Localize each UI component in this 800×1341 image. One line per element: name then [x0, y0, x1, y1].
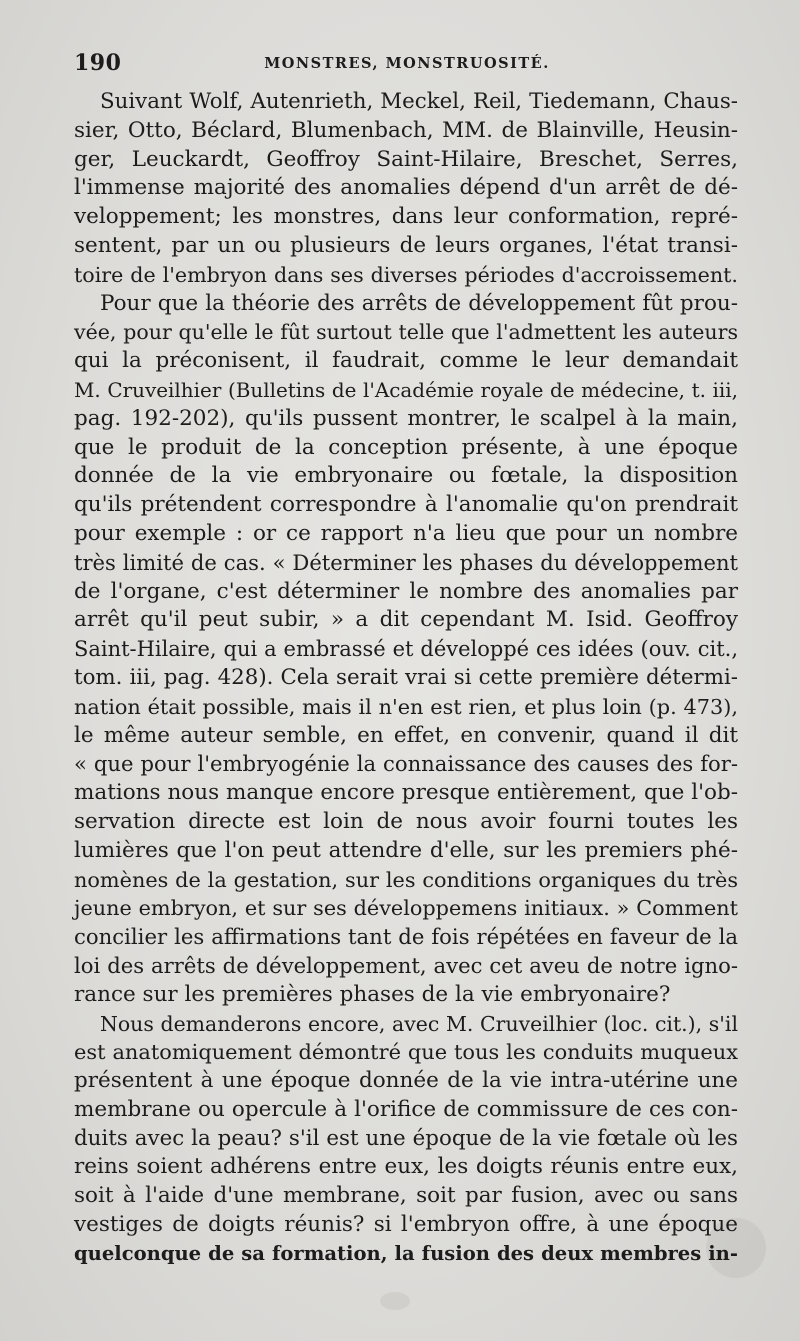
text-line: veloppement; les monstres, dans leur conformation, repré- [74, 204, 738, 230]
text-line: est anatomiquement démontré que tous les conduits muqueux [74, 1040, 738, 1065]
text-line: servation directe est loin de nous avoir fourni toutes les [74, 808, 738, 834]
text-line: vée, pour qu'elle le fût surtout telle que l'admettent les auteurs [74, 320, 738, 345]
text-line: mations nous manque encore presque entièrement, que l'ob- [74, 780, 738, 806]
text-line: donnée de la vie embryonaire ou fœtale, la disposition [74, 463, 738, 489]
text-line: sier, Otto, Béclard, Blumenbach, MM. de Blainville, Heusin- [74, 117, 738, 143]
text-line: pag. 192-202), qu'ils pussent montrer, le scalpel à la main, [74, 405, 738, 431]
text-line: Nous demanderons encore, avec M. Cruveilhier (loc. cit.), s'il [100, 1011, 738, 1036]
text-line: rance sur les premières phases de la vie embryonaire? [74, 981, 671, 1007]
text-line: M. Cruveilhier (Bulletins de l'Académie royale de médecine, t. iii, [74, 377, 738, 402]
text-line: sentent, par un ou plusieurs de leurs organes, l'état transi- [74, 232, 738, 258]
text-line: ger, Leuckardt, Geoffroy Saint-Hilaire, Breschet, Serres, [74, 146, 738, 172]
text-line: quelconque de sa formation, la fusion des deux membres in- [74, 1241, 738, 1265]
text-line: Pour que la théorie des arrêts de développement fût prou- [100, 290, 738, 316]
text-line: qu'ils prétendent correspondre à l'anomalie qu'on prendrait [74, 492, 738, 518]
text-line: loi des arrêts de développement, avec cet aveu de notre igno- [74, 952, 738, 978]
page-header [74, 50, 740, 82]
text-line: que le produit de la conception présente, à une époque [74, 434, 738, 460]
text-line: l'immense majorité des anomalies dépend d'un arrêt de dé- [74, 175, 738, 201]
text-line: concilier les affirmations tant de fois répétées en faveur de la [74, 924, 738, 950]
text-line: de l'organe, c'est déterminer le nombre des anomalies par [74, 578, 738, 604]
text-line: Suivant Wolf, Autenrieth, Meckel, Reil, Tiedemann, Chaus- [100, 89, 738, 114]
text-line: membrane ou opercule à l'orifice de commissure de ces con- [74, 1096, 738, 1122]
text-line: duits avec la peau? s'il est une époque de la vie fœtale où les [74, 1125, 738, 1151]
text-line: Saint-Hilaire, qui a embrassé et développé ces idées (ouv. cit., [74, 637, 738, 662]
text-line: présentent à une époque donnée de la vie intra-utérine une [74, 1068, 738, 1094]
text-line: tom. iii, pag. 428). Cela serait vrai si cette première détermi- [74, 664, 738, 690]
text-line: pour exemple : or ce rapport n'a lieu que pour un nombre [74, 520, 738, 546]
body-text [74, 88, 738, 1269]
text-line: reins soient adhérens entre eux, les doigts réunis entre eux, [74, 1154, 738, 1180]
text-line: nation était possible, mais il n'en est rien, et plus loin (p. 473), [74, 694, 738, 719]
text-line: soit à l'aide d'une membrane, soit par fusion, avec ou sans [74, 1183, 738, 1209]
text-line: très limité de cas. « Déterminer les phases du développement [74, 549, 738, 575]
text-line: arrêt qu'il peut subir, » a dit cependant M. Isid. Geoffroy [74, 607, 738, 633]
text-line: nomènes de la gestation, sur les conditions organiques du très [74, 867, 738, 892]
text-line: jeune embryon, et sur ses développemens initiaux. » Comment [74, 896, 738, 921]
paper-stain [380, 1292, 410, 1310]
text-line: « que pour l'embryogénie la connaissance des causes des for- [74, 751, 738, 777]
text-line: lumières que l'on peut attendre d'elle, sur les premiers phé- [74, 837, 738, 863]
text-line: toire de l'embryon dans ses diverses périodes d'accroissement. [74, 262, 738, 287]
page-number: 190 [74, 50, 122, 76]
text-line: le même auteur semble, en effet, en convenir, quand il dit [74, 722, 738, 748]
text-line: vestiges de doigts réunis? si l'embryon offre, à une époque [74, 1212, 738, 1238]
running-title: MONSTRES, MONSTRUOSITÉ. [264, 55, 550, 72]
text-line: qui la préconisent, il faudrait, comme le leur demandait [74, 348, 738, 374]
